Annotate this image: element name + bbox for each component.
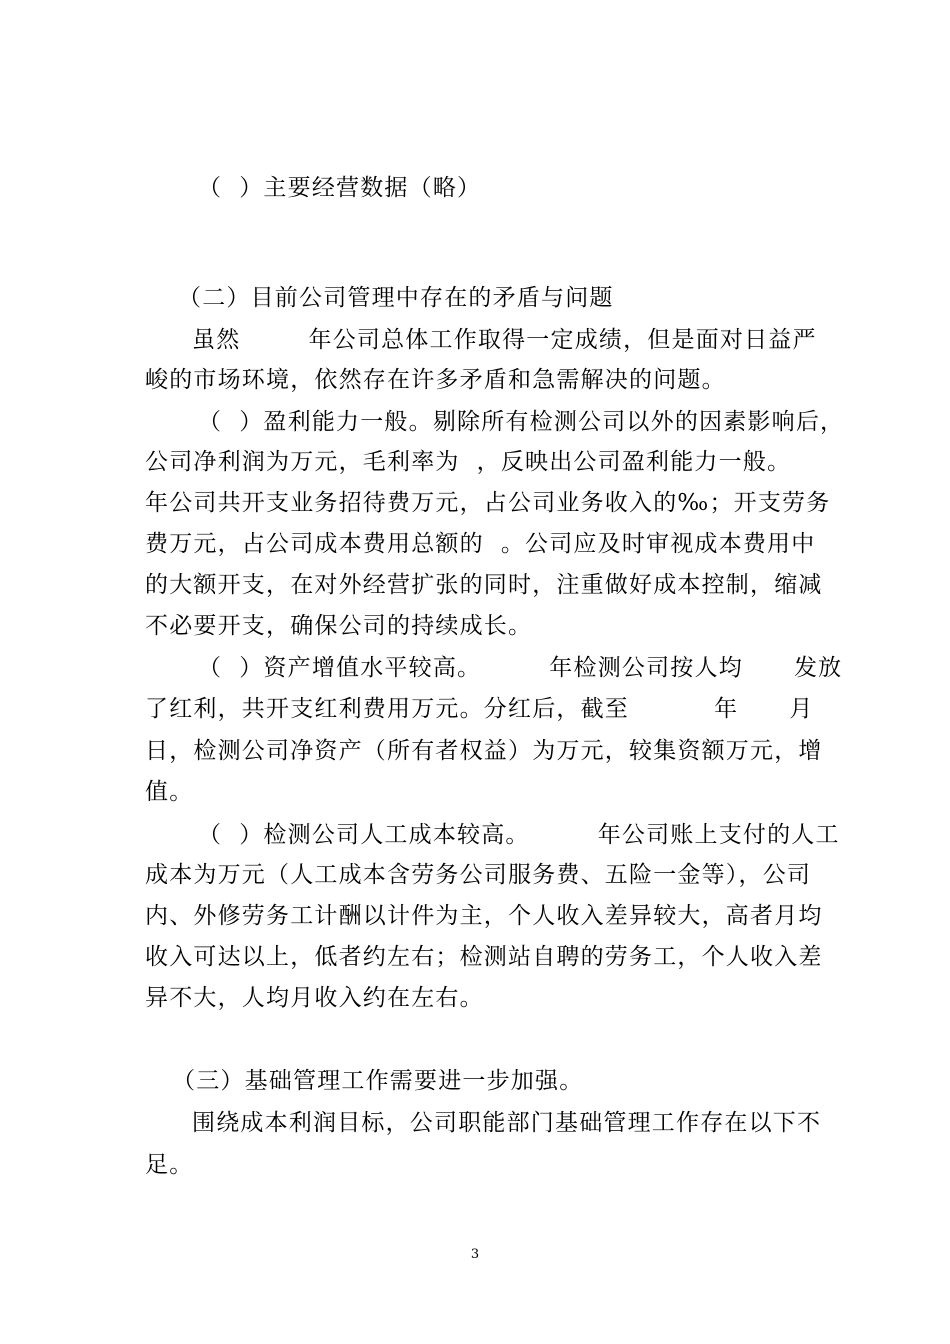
paragraph-line: 不必要开支，确保公司的持续成长。 (145, 613, 533, 639)
paragraph-line: 了红利，共开支红利费用万元。分红后，截至 年 月 (145, 696, 814, 722)
heading-management-problems: （二）目前公司管理中存在的矛盾与问题 (178, 285, 614, 311)
heading-main-business-data: （ ）主要经营数据（略） (198, 175, 482, 201)
paragraph-line: 日，检测公司净资产（所有者权益）为万元，较集资额万元，增 (145, 738, 823, 764)
paragraph-line: 足。 (145, 1152, 194, 1178)
paragraph-line: 收入可达以上，低者约左右；检测站自聘的劳务工，个人收入差 (145, 944, 823, 970)
paragraph-line: 费万元，占公司成本费用总额的 。公司应及时审视成本费用中 (145, 531, 816, 557)
paragraph-line: 成本为万元（人工成本含劳务公司服务费、五险一金等），公司 (145, 862, 812, 888)
paragraph-line: 峻的市场环境，依然存在许多矛盾和急需解决的问题。 (145, 367, 726, 393)
heading-basic-management: （三）基础管理工作需要进一步加强。 (172, 1068, 584, 1094)
page-number: 3 (470, 1247, 480, 1262)
paragraph-line: （ ）盈利能力一般。剔除所有检测公司以外的因素影响后， (198, 409, 845, 435)
paragraph-line: （ ）检测公司人工成本较高。 年公司账上支付的人工 (198, 822, 840, 848)
paragraph-line: 年公司共开支业务招待费万元，占公司业务收入的‰；开支劳务 (145, 490, 831, 516)
paragraph-line: （ ）资产增值水平较高。 年检测公司按人均 发放 (198, 655, 843, 681)
paragraph-line: 内、外修劳务工计酬以计件为主，个人收入差异较大，高者月均 (145, 903, 823, 929)
paragraph-line: 值。 (145, 779, 194, 805)
paragraph-line: 公司净利润为万元，毛利率为 ，反映出公司盈利能力一般。 (145, 449, 792, 475)
paragraph-line: 异不大，人均月收入约在左右。 (145, 985, 484, 1011)
paragraph-line: 围绕成本利润目标，公司职能部门基础管理工作存在以下不 (192, 1110, 822, 1136)
paragraph-line: 的大额开支，在对外经营扩张的同时，注重做好成本控制，缩减 (145, 572, 823, 598)
paragraph-line: 虽然 年公司总体工作取得一定成绩，但是面对日益严 (192, 327, 817, 353)
